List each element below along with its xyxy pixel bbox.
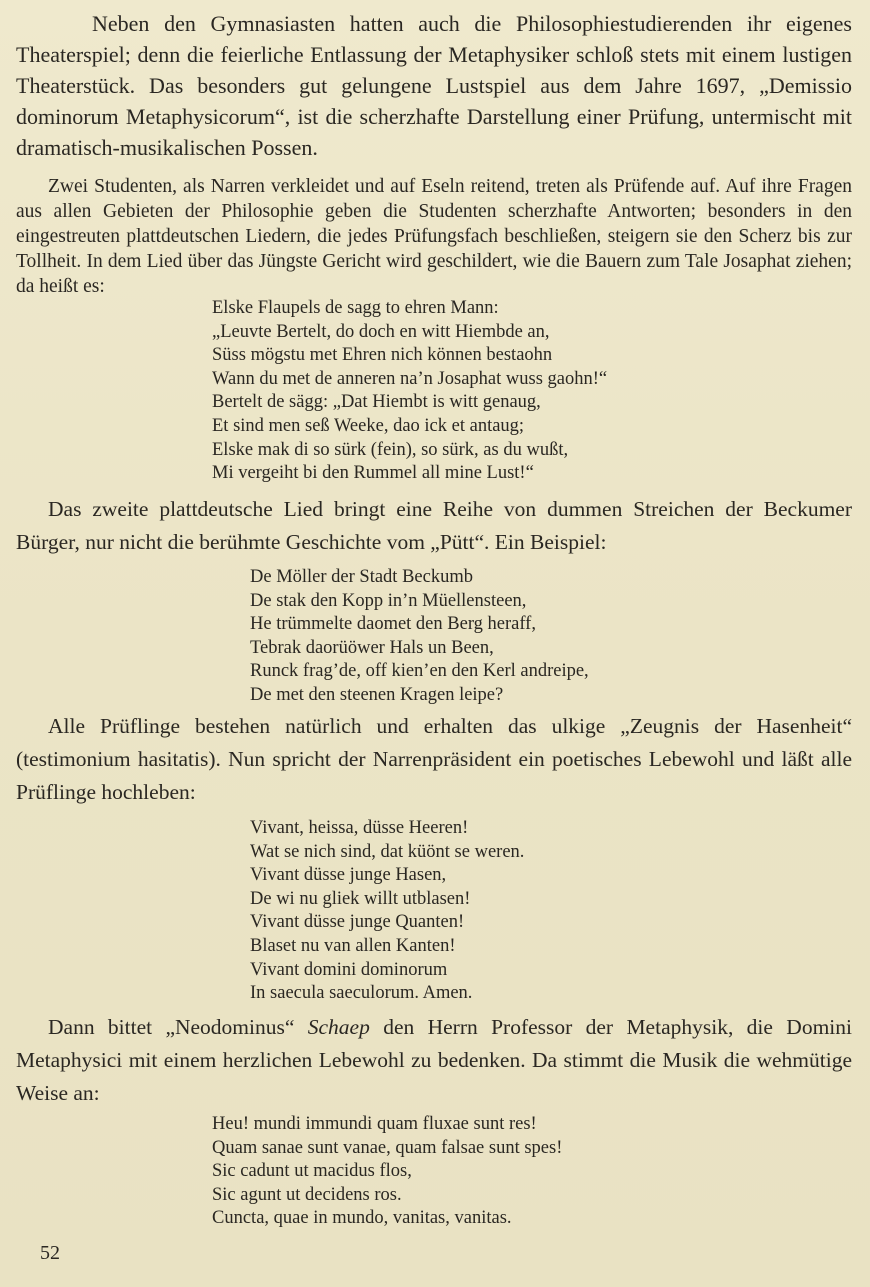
paragraph-3 bbox=[16, 493, 852, 559]
paragraph-1 bbox=[16, 8, 852, 163]
verse-line: Blaset nu van allen Kanten! bbox=[250, 935, 456, 956]
verse-latin bbox=[212, 1113, 562, 1231]
paragraph-text-end: den Herrn Professor der Metaphysik, die Domini Metaphysici mit einem herzlichen Lebewohl zu bedenken. Da stimmt die Musik die wehmütige Weise an: bbox=[16, 1015, 852, 1105]
paragraph-5 bbox=[16, 1011, 852, 1110]
verse-beckumer bbox=[250, 566, 589, 708]
paragraph-text: Neben den Gymnasiasten hatten auch die Philosophiestudierenden ihr eigenes Theaterspiel; denn die feierliche Entlassung der Metaphysiker schloß stets mit einem lustigen Theaterstück. Das besonders gut gelungene Lustspiel aus dem Jahre 1697, „Demissio dominorum Metaphysicorum“, ist die scherzhafte Darstellung einer Prüfung, untermischt mit dramatisch-musikalischen Possen. bbox=[16, 11, 852, 160]
verse-line: „Leuvte Bertelt, do doch en witt Hiembde an, bbox=[212, 321, 550, 342]
verse-line: In saecula saeculorum. Amen. bbox=[250, 983, 473, 1004]
verse-line: Wat se nich sind, dat küönt se weren. bbox=[250, 841, 525, 862]
verse-line: Bertelt de sägg: „Dat Hiembt is witt genaug, bbox=[212, 392, 541, 413]
verse-line: Wann du met de anneren na’n Josaphat wuss gaohn!“ bbox=[212, 368, 608, 389]
verse-josaphat bbox=[212, 297, 607, 486]
verse-line: Runck frag’de, off kien’en den Kerl andreipe, bbox=[250, 661, 589, 682]
paragraph-text: Alle Prüflinge bestehen natürlich und erhalten das ulkige „Zeugnis der Hasenheit“ (testimonium hasitatis). Nun spricht der Narrenpräsident ein poetisches Lebewohl und läßt alle Prüflinge hochleben: bbox=[16, 714, 852, 804]
verse-line: Mi vergeiht bi den Rummel all mine Lust!“ bbox=[212, 463, 534, 484]
verse-line: Sic agunt ut decidens ros. bbox=[212, 1184, 402, 1205]
verse-line: De stak den Kopp in’n Müellensteen, bbox=[250, 590, 527, 611]
paragraph-text bbox=[16, 1011, 852, 1110]
verse-line: Vivant, heissa, düsse Heeren! bbox=[250, 818, 469, 838]
verse-line: Elske Flaupels de sagg to ehren Mann: bbox=[212, 298, 499, 318]
paragraph-2 bbox=[16, 174, 852, 299]
paragraph-4 bbox=[16, 710, 852, 809]
verse-line: Süss mögstu met Ehren nich können bestaohn bbox=[212, 345, 553, 366]
verse-vivant bbox=[250, 817, 524, 1006]
verse-line: Elske mak di so sürk (fein), so sürk, as du wußt, bbox=[212, 439, 569, 460]
verse-line: Sic cadunt ut macidus flos, bbox=[212, 1161, 412, 1182]
paragraph-text: Das zweite plattdeutsche Lied bringt eine Reihe von dummen Streichen der Beckumer Bürger, nur nicht die berühmte Geschichte vom „Pütt“. Ein Beispiel: bbox=[16, 497, 852, 554]
verse-line: Cuncta, quae in mundo, vanitas, vanitas. bbox=[212, 1208, 512, 1229]
verse-line: Heu! mundi immundi quam fluxae sunt res! bbox=[212, 1114, 537, 1134]
verse-line: Tebrak daorüöwer Hals un Been, bbox=[250, 637, 494, 658]
person-name: Schaep bbox=[307, 1015, 370, 1039]
verse-line: Et sind men seß Weeke, dao ick et antaug; bbox=[212, 415, 525, 436]
verse-line: De wi nu gliek willt utblasen! bbox=[250, 888, 471, 909]
paragraph-text-start: Dann bittet „Neodominus“ bbox=[48, 1015, 308, 1039]
paragraph-text: Zwei Studenten, als Narren verkleidet und auf Eseln reitend, treten als Prüfende auf. Auf ihre Fragen aus allen Gebieten der Philosophie geben die Studenten scherzhafte Antworten; besonders in den eingestreuten plattdeutschen Liedern, die jedes Prüfungsfach beschließen, steigern sie den Scherz bis zur Tollheit. In dem Lied über das Jüngste Gericht wird geschildert, wie die Bauern zum Tale Josaphat ziehen; da heißt es: bbox=[16, 176, 852, 297]
verse-line: De met den steenen Kragen leipe? bbox=[250, 684, 504, 705]
verse-line: De Möller der Stadt Beckumb bbox=[250, 567, 473, 587]
verse-line: Vivant düsse junge Hasen, bbox=[250, 865, 447, 886]
verse-line: Quam sanae sunt vanae, quam falsae sunt spes! bbox=[212, 1137, 563, 1158]
verse-line: He trümmelte daomet den Berg heraff, bbox=[250, 614, 536, 635]
page-number: 52 bbox=[40, 1242, 60, 1264]
verse-line: Vivant domini dominorum bbox=[250, 959, 448, 980]
verse-line: Vivant düsse junge Quanten! bbox=[250, 912, 465, 933]
